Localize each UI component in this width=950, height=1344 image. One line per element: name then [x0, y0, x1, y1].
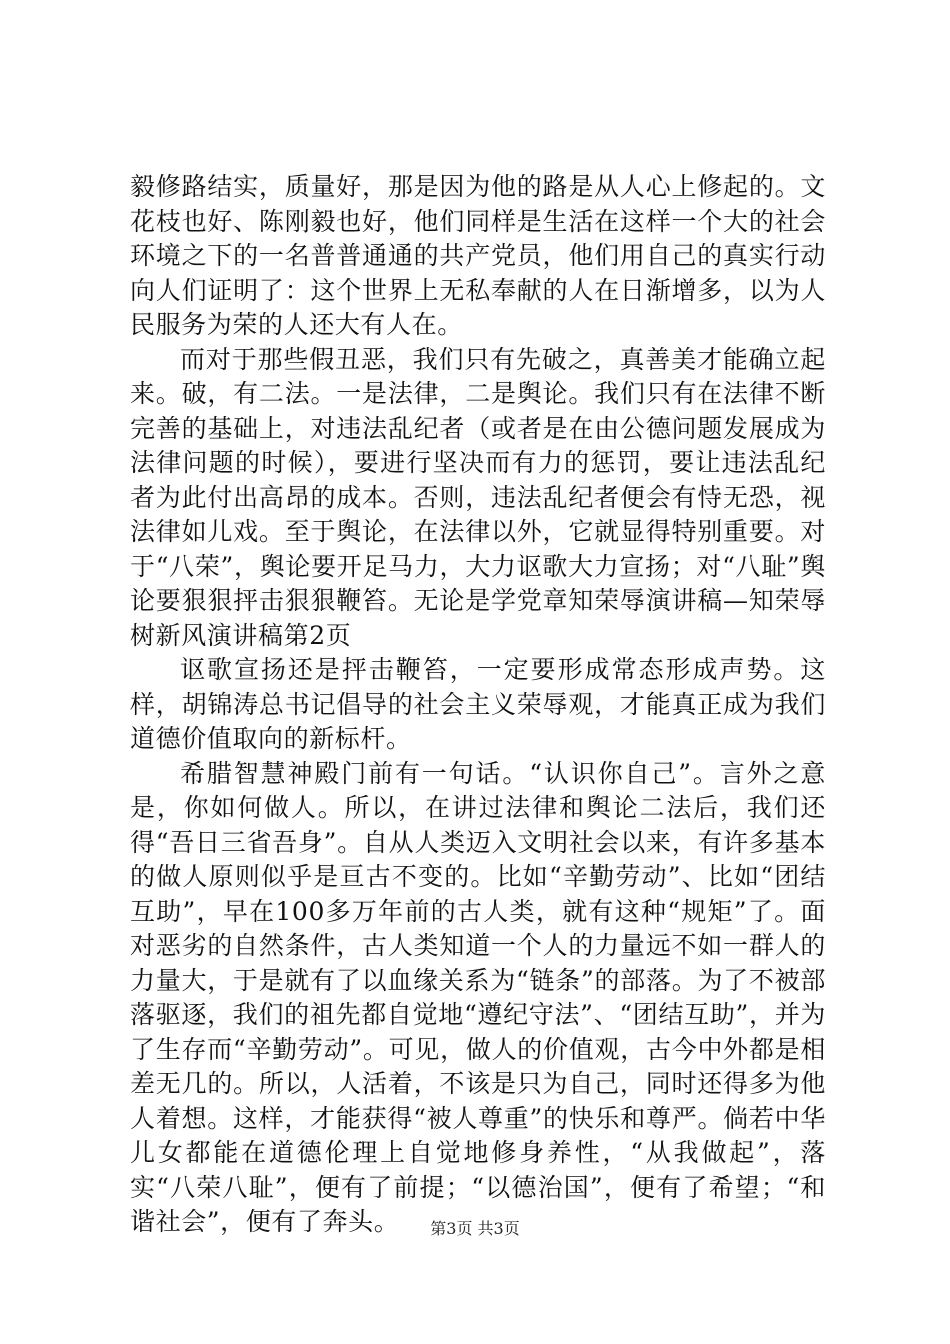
paragraph-2: 而对于那些假丑恶，我们只有先破之，真善美才能确立起来。破，有二法。一是法律，二是舆论。我们只有在法律不断完善的基础上，对违法乱纪者（或者是在由公德问题发展成为法律问题的时候），要进行坚决而有力的惩罚，要让违法乱纪者为此付出高昂的成本。否则，违法乱纪者便会有恃无恐，视法律如儿戏。至于舆论，在法律以外，它就显得特别重要。对于“八荣”，舆论要开足马力，大力讴歌大力宣扬；对“八耻”舆论要狠狠抨击狠狠鞭笞。无论是学党章知荣辱演讲稿—知荣辱树新风演讲稿第2页 [130, 344, 826, 650]
page-footer: 第3页 共3页 [430, 1219, 520, 1238]
document-body [130, 170, 826, 1240]
paragraph-1: 毅修路结实，质量好，那是因为他的路是从人心上修起的。文花枝也好、陈刚毅也好，他们同样是生活在这样一个大的社会环境之下的一名普普通通的共产党员，他们用自己的真实行动向人们证明了：这个世界上无私奉献的人在日渐增多，以为人民服务为荣的人还大有人在。 [130, 172, 826, 339]
paragraph-3: 讴歌宣扬还是抨击鞭笞，一定要形成常态形成声势。这样，胡锦涛总书记倡导的社会主义荣辱观，才能真正成为我们道德价值取向的新标杆。 [130, 655, 826, 753]
paragraph-4: 希腊智慧神殿门前有一句话。“认识你自己”。言外之意是，你如何做人。所以，在讲过法律和舆论二法后，我们还得“吾日三省吾身”。自从人类迈入文明社会以来，有许多基本的做人原则似乎是亘古不变的。比如“辛勤劳动”、比如“团结互助”，早在100多万年前的古人类，就有这种“规矩”了。面对恶劣的自然条件，古人类知道一个人的力量远不如一群人的力量大，于是就有了以血缘关系为“链条”的部落。为了不被部落驱逐，我们的祖先都自觉地“遵纪守法”、“团结互助”，并为了生存而“辛勤劳动”。可见，做人的价值观，古今中外都是相差无几的。所以，人活着，不该是只为自己，同时还得多为他人着想。这样，才能获得“被人尊重”的快乐和尊严。倘若中华儿女都能在道德伦理上自觉地修身养性，“从我做起”，落实“八荣八耻”，便有了前提；“以德治国”，便有了希望；“和谐社会”，便有了奔头。 [130, 758, 826, 1236]
